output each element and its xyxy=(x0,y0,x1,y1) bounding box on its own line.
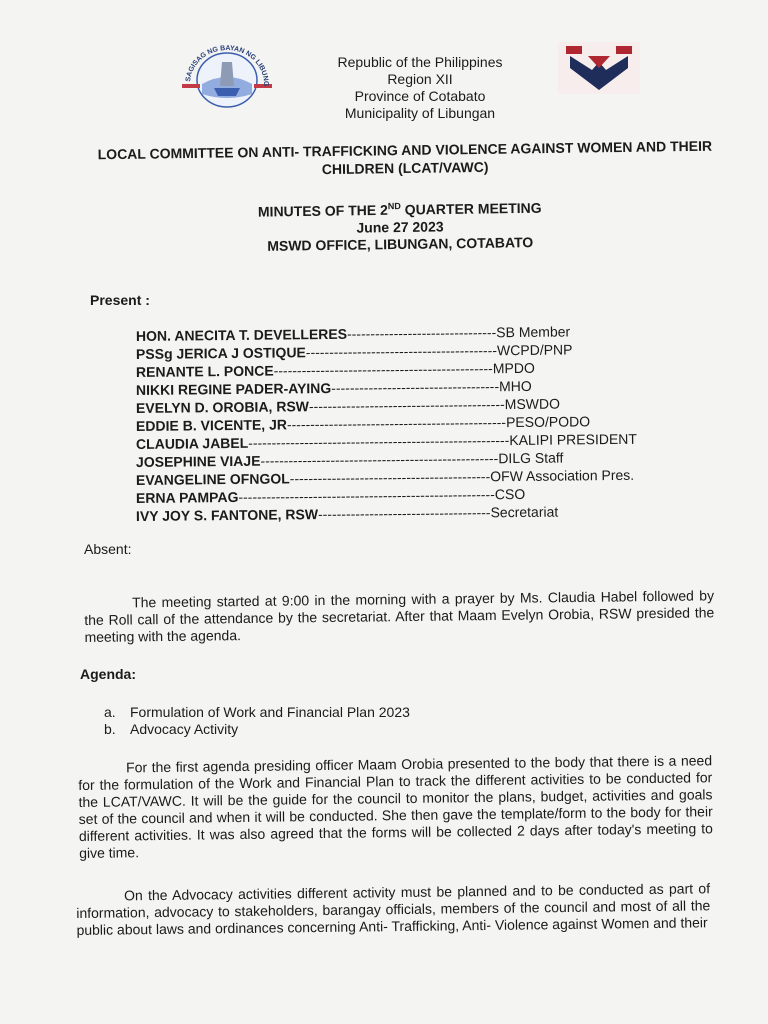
attendee-row: CLAUDIA JABEL--------------------------------------------------------KALIPI PRESIDENT xyxy=(135,430,637,452)
attendee-row: EVANGELINE OFNGOL-------------------------------------------OFW Association Pres. xyxy=(135,466,635,488)
attendee-list xyxy=(135,323,656,525)
agenda-item: b. Advocacy Activity xyxy=(104,721,239,737)
municipal-seal-icon xyxy=(178,40,276,114)
attendee-row: PSSg JERICA J OSTIQUE-----------------------------------------WCPD/PNP xyxy=(135,341,573,362)
absent-label: Absent: xyxy=(84,541,132,557)
address-country: Republic of the Philippines xyxy=(337,54,503,70)
attendee-row: EDDIE B. VICENTE, JR-----------------------------------------------PESO/PODO xyxy=(135,413,591,434)
agenda-label: Agenda: xyxy=(80,666,136,682)
attendee-row: IVY JOY S. FANTONE, RSW-------------------------------------Secretariat xyxy=(135,503,559,524)
meeting-venue: MSWD OFFICE, LIBUNGAN, COTABATO xyxy=(267,233,534,254)
address-region: Region XII xyxy=(387,71,453,87)
letterhead-address xyxy=(330,54,510,122)
attendee-row: JOSEPHINE VIAJE---------------------------------------------------DILG Staff xyxy=(135,449,564,470)
svg-text:SAGISAG NG BAYAN NG LIBUNGAN: SAGISAG NG BAYAN NG LIBUNG xyxy=(185,44,270,87)
attendee-row: RENANTE L. PONCE-----------------------------------------------MPDO xyxy=(135,359,535,380)
attendee-row: ERNA PAMPAG-------------------------------------------------------CSO xyxy=(135,485,526,506)
agenda-a-paragraph: For the first agenda presiding officer Maam Orobia presented to the body that there is a need for the formulation of the Work and Financial Plan to track the different activities to be conducted for the LCAT/VAWC. It will be the guide for the council to monitor the plans, budget, activities and goals set of the council and when it will be conducted. She then gave the template/form to the body for their different activities. It was also agreed that the forms will be collected 2 days after today's meeting to give time. xyxy=(78,752,713,861)
attendee-row: NIKKI REGINE PADER-AYING------------------------------------MHO xyxy=(135,377,532,398)
present-label: Present : xyxy=(90,292,150,308)
opening-paragraph: The meeting started at 9:00 in the morning with a prayer by Ms. Claudia Habel followed by the Roll call of the attendance by the secretariat. After that Maam Evelyn Orobia, RSW presided the meeting with the agenda. xyxy=(84,587,715,645)
minutes-heading xyxy=(190,195,611,256)
attendee-row: HON. ANECITA T. DEVELLERES--------------------------------SB Member xyxy=(135,323,571,344)
meeting-date: June 27 2023 xyxy=(356,218,444,236)
address-province: Province of Cotabato xyxy=(354,88,486,104)
attendee-row: EVELYN D. OROBIA, RSW------------------------------------------MSWDO xyxy=(135,395,561,416)
agenda-item: a. Formulation of Work and Financial Plan 2023 xyxy=(104,704,410,720)
agenda-b-paragraph: On the Advocacy activities different activity must be planned and to be conducted as part of information, advocacy to stakeholders, barangay officials, members of the council and most of all the public about laws and ordinances concerning Anti- Trafficking, Anti- Violence against Women and their xyxy=(76,880,711,938)
agency-emblem-icon xyxy=(556,40,642,96)
committee-title: LOCAL COMMITTEE ON ANTI- TRAFFICKING AND VIOLENCE AGAINST WOMEN AND THEIR CHILDREN (LCAT/VAWC) xyxy=(97,137,713,178)
minutes-title: MINUTES OF THE 2ND QUARTER MEETING xyxy=(257,199,542,220)
agenda-list xyxy=(104,704,464,738)
address-municipality: Municipality of Libungan xyxy=(344,105,496,121)
